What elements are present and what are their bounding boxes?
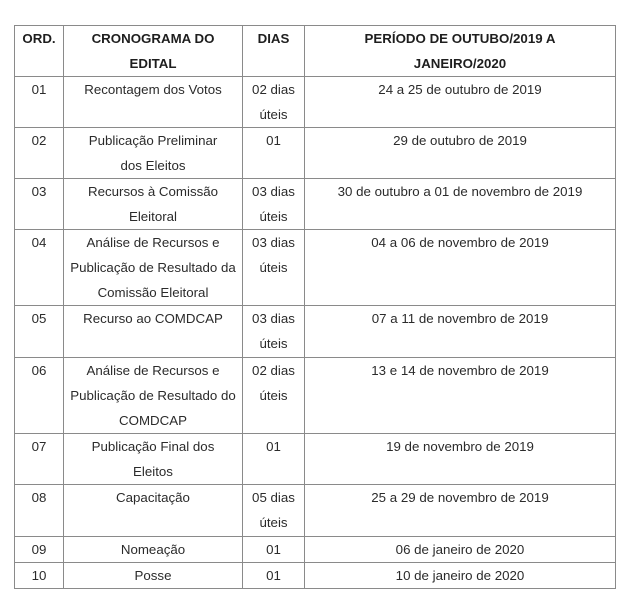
cell-etapa [64,537,243,563]
cell-etapa [64,434,243,485]
cell-periodo [305,537,616,563]
header-cronograma [64,26,243,77]
table-row [15,230,616,306]
cell-etapa-text: Análise de Recursos e Publicação de Resultado da Comissão Eleitoral [70,235,236,300]
cell-ord-text: 04 [31,235,47,250]
cell-ord-text: 10 [31,568,47,583]
cell-dias-text: 03 dias úteis [252,184,295,224]
cell-dias-text: 01 [266,133,281,148]
cell-etapa-text: Posse [134,568,172,583]
cell-etapa [64,128,243,179]
cell-dias-text: 05 dias úteis [252,490,295,530]
cell-etapa [64,306,243,358]
cell-ord-text: 07 [31,439,47,454]
cell-etapa-text: Nomeação [120,542,186,557]
cell-ord [15,434,64,485]
cell-periodo-text: 24 a 25 de outubro de 2019 [378,82,542,97]
cell-etapa [64,485,243,537]
cell-periodo [305,128,616,179]
cell-periodo [305,358,616,434]
cell-dias [243,563,305,589]
cell-ord-text: 01 [31,82,47,97]
table-row [15,128,616,179]
cell-periodo [305,563,616,589]
table-row [15,563,616,589]
table-row [15,485,616,537]
table-row [15,358,616,434]
schedule-table [14,25,616,589]
cell-ord [15,563,64,589]
cell-dias [243,128,305,179]
table-row [15,306,616,358]
header-dias: DIAS [243,26,305,77]
cell-ord [15,358,64,434]
cell-dias-text: 03 dias úteis [252,235,295,275]
cell-periodo-text: 13 e 14 de novembro de 2019 [371,363,549,378]
cell-ord-text: 05 [31,311,47,326]
cell-dias-text: 01 [266,439,281,454]
cell-dias [243,306,305,358]
cell-etapa [64,358,243,434]
cell-etapa [64,563,243,589]
cell-periodo-text: 19 de novembro de 2019 [386,439,534,454]
cell-ord [15,77,64,128]
cell-etapa-text: Capacitação [116,490,190,505]
cell-etapa-text: Publicação Preliminar dos Eleitos [88,133,218,173]
cell-ord [15,179,64,230]
cell-dias-text: 02 dias úteis [252,363,295,403]
cell-dias [243,179,305,230]
cell-periodo [305,434,616,485]
cell-ord [15,537,64,563]
cell-ord [15,306,64,358]
cell-etapa [64,230,243,306]
cell-etapa [64,77,243,128]
cell-dias [243,358,305,434]
cell-periodo-text: 07 a 11 de novembro de 2019 [371,311,549,326]
cell-etapa-text: Recontagem dos Votos [84,82,222,97]
cell-dias [243,77,305,128]
cell-ord [15,485,64,537]
cell-dias-text: 03 dias úteis [252,311,295,351]
header-periodo-text: PERÍODO DE OUTUBO/2019 A JANEIRO/2020 [364,31,556,71]
cell-ord-text: 09 [31,542,47,557]
cell-etapa-text: Recurso ao COMDCAP [83,311,223,326]
cell-etapa [64,179,243,230]
cell-dias-text: 01 [266,542,281,557]
cell-periodo-text: 10 de janeiro de 2020 [395,568,525,583]
table-row [15,77,616,128]
cell-ord-text: 03 [31,184,47,199]
cell-periodo [305,230,616,306]
cell-etapa-text: Recursos à Comissão Eleitoral [87,184,219,224]
cell-etapa-text: Publicação Final dos Eleitos [91,439,215,479]
cell-periodo-text: 04 a 06 de novembro de 2019 [371,235,549,250]
table-header-row [15,26,616,77]
cell-periodo-text: 25 a 29 de novembro de 2019 [371,490,549,505]
header-cronograma-text: CRONOGRAMA DO EDITAL [91,31,215,71]
cell-ord-text: 08 [31,490,47,505]
cell-dias [243,485,305,537]
cell-periodo-text: 06 de janeiro de 2020 [395,542,525,557]
table-row [15,537,616,563]
cell-dias [243,434,305,485]
cell-ord-text: 02 [31,133,47,148]
cell-periodo-text: 29 de outubro de 2019 [393,133,527,148]
cell-periodo [305,179,616,230]
cell-dias-text: 02 dias úteis [252,82,295,122]
header-periodo [305,26,616,77]
cell-dias [243,537,305,563]
cell-dias [243,230,305,306]
cell-ord-text: 06 [31,363,47,378]
cell-dias-text: 01 [266,568,281,583]
cell-ord [15,128,64,179]
cell-etapa-text: Análise de Recursos e Publicação de Resultado do COMDCAP [70,363,236,428]
cell-periodo-text: 30 de outubro a 01 de novembro de 2019 [337,184,583,199]
header-ord: ORD. [15,26,64,77]
cell-periodo [305,306,616,358]
cell-periodo [305,485,616,537]
cell-ord [15,230,64,306]
table-row [15,179,616,230]
cell-periodo [305,77,616,128]
table-row [15,434,616,485]
